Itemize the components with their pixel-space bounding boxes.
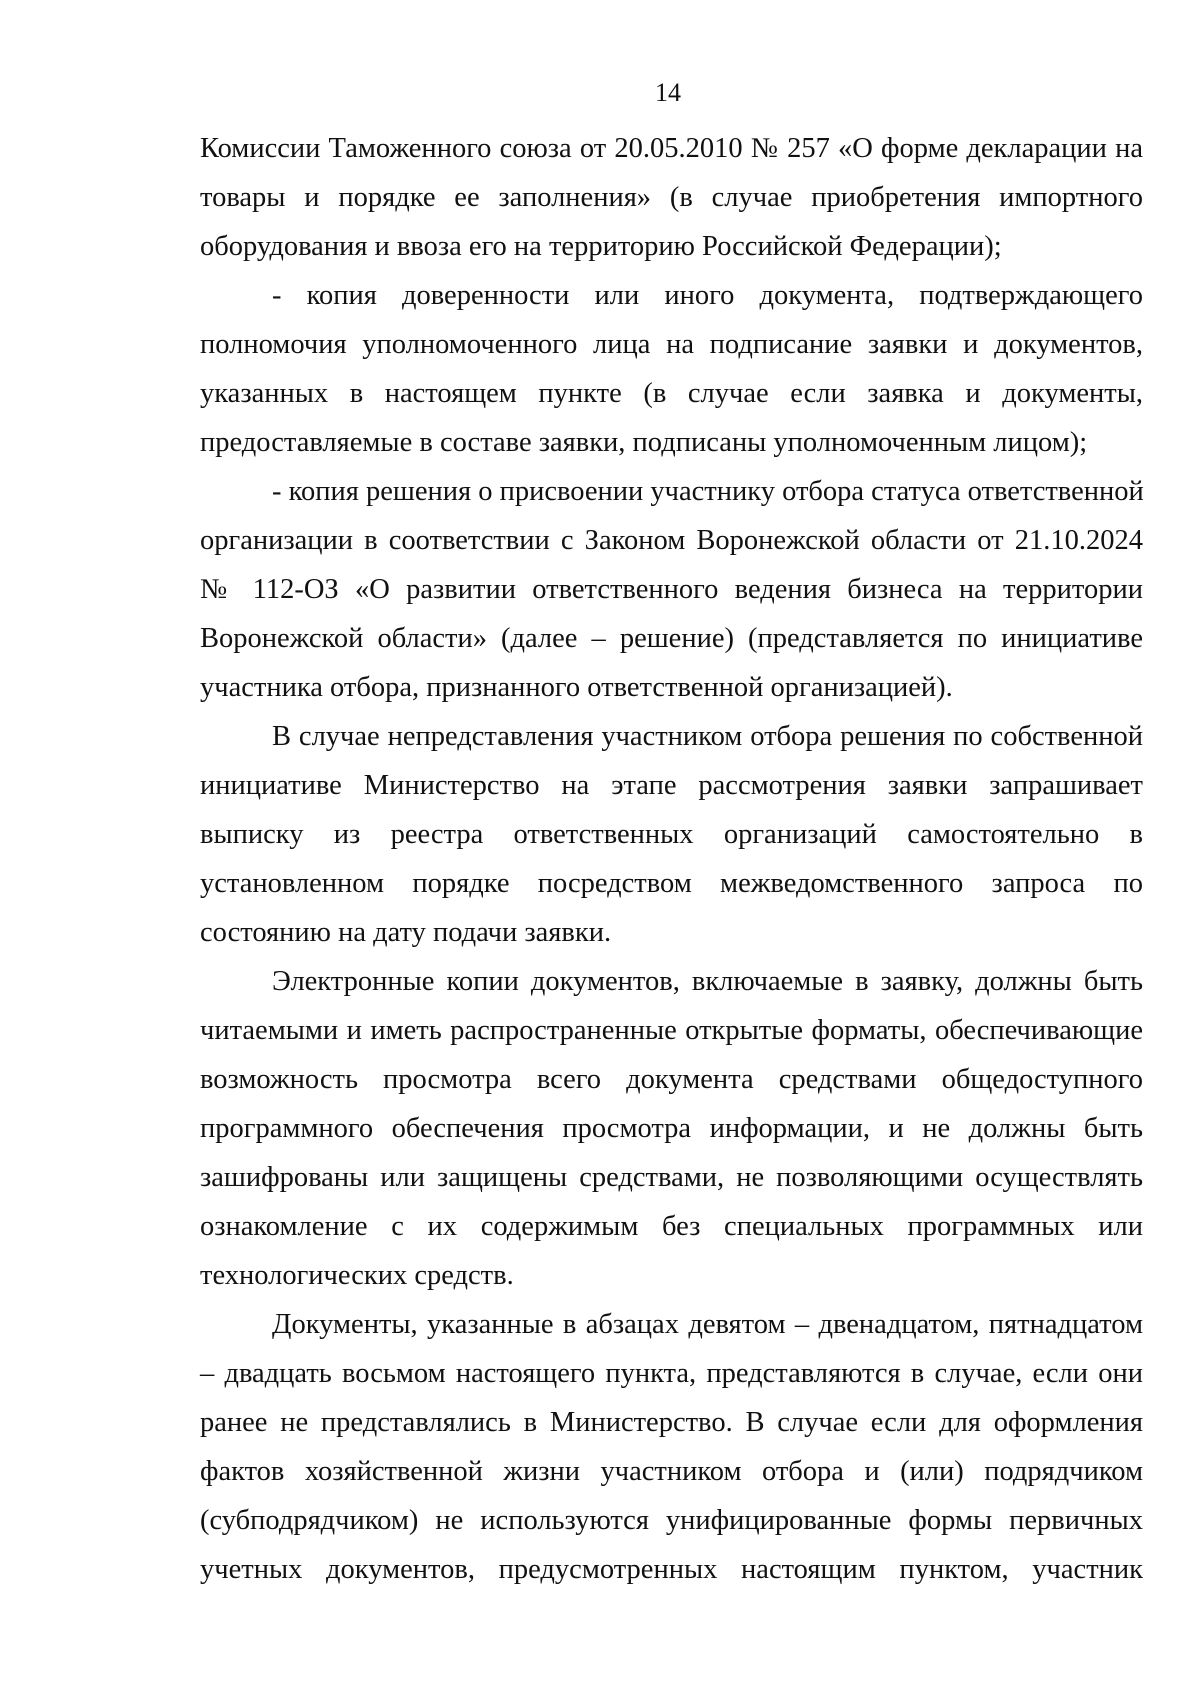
text-line: зашифрованы или защищены средствами, не позволяющими осуществлять [200, 1162, 1143, 1193]
text-line: фактов хозяйственной жизни участником отбора и (или) подрядчиком [200, 1456, 1143, 1487]
text-line: – двадцать восьмом настоящего пункта, представляются в случае, если они [200, 1358, 1143, 1389]
text-line: (субподрядчиком) не используются унифицированные формы первичных [200, 1505, 1143, 1536]
text-line: организации в соответствии с Законом Воронежской области от 21.10.2024 [200, 525, 1143, 556]
text-line: указанных в настоящем пункте (в случае если заявка и документы, [200, 378, 1143, 409]
text-line: ознакомление с их содержимым без специальных программных или [200, 1211, 1143, 1242]
text-line: возможность просмотра всего документа средствами общедоступного [200, 1064, 1143, 1095]
text-line: технологических средств. [200, 1260, 514, 1291]
text-line: Комиссии Таможенного союза от 20.05.2010 № 257 «О форме декларации на [200, 133, 1143, 164]
text-line: выписку из реестра ответственных организаций самостоятельно в [200, 819, 1143, 850]
text-line: полномочия уполномоченного лица на подписание заявки и документов, [200, 329, 1143, 360]
text-line: оборудования и ввоза его на территорию Российской Федерации); [200, 231, 1002, 262]
text-line: инициативе Министерство на этапе рассмотрения заявки запрашивает [200, 770, 1143, 801]
text-line: учетных документов, предусмотренных настоящим пунктом, участник [200, 1554, 1143, 1585]
text-line: В случае непредставления участником отбора решения по собственной [272, 721, 1143, 752]
document-body [200, 132, 1143, 1602]
page-number: 14 [655, 78, 681, 107]
text-line: читаемыми и иметь распространенные открытые форматы, обеспечивающие [200, 1015, 1143, 1046]
text-line: Документы, указанные в абзацах девятом – двенадцатом, пятнадцатом [272, 1309, 1143, 1340]
text-line: участника отбора, признанного ответственной организацией). [200, 672, 953, 703]
text-line: - копия решения о присвоении участнику отбора статуса ответственной [272, 476, 1144, 507]
text-line: предоставляемые в составе заявки, подписаны уполномоченным лицом); [200, 427, 1088, 458]
text-line: программного обеспечения просмотра информации, и не должны быть [200, 1113, 1143, 1144]
text-line: установленном порядке посредством межведомственного запроса по [200, 868, 1143, 899]
text-line: состоянию на дату подачи заявки. [200, 917, 612, 948]
text-line: ранее не представлялись в Министерство. В случае если для оформления [200, 1407, 1143, 1438]
text-line: товары и порядке ее заполнения» (в случае приобретения импортного [200, 182, 1143, 213]
text-line: - копия доверенности или иного документа, подтверждающего [272, 280, 1143, 311]
text-line: № 112-ОЗ «О развитии ответственного ведения бизнеса на территории [200, 574, 1143, 605]
text-line: Электронные копии документов, включаемые в заявку, должны быть [272, 966, 1143, 997]
text-line: Воронежской области» (далее – решение) (представляется по инициативе [200, 623, 1143, 654]
